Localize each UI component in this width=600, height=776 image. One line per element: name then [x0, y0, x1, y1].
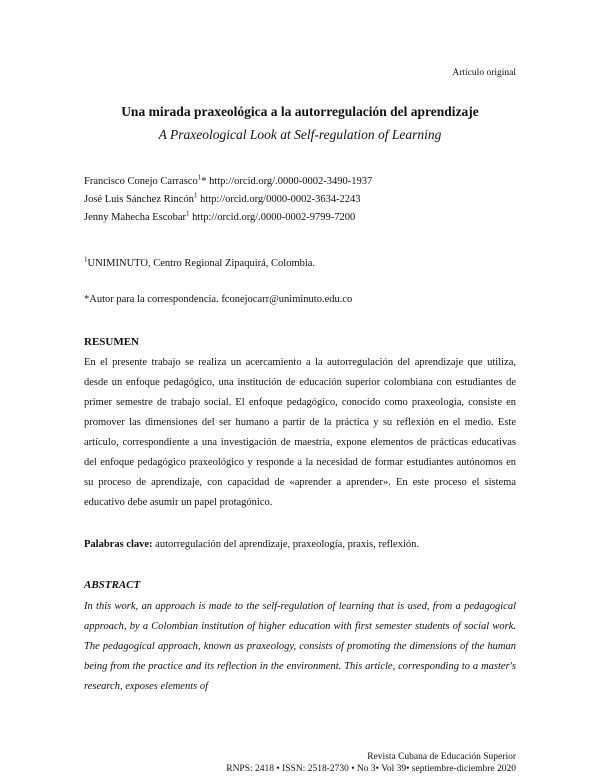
affiliation-text: UNIMINUTO, Centro Regional Zipaquirá, Colombia.: [87, 258, 316, 269]
author-name: Francisco Conejo Carrasco: [84, 176, 198, 187]
resumen-paragraph: En el presente trabajo se realiza un acercamiento a la autorregulación del aprendizaje que utiliza, desde un enfoque pedagógico, una institución de educación superior colombiana con estudiantes de primer semestre de trabajo social. El enfoque pedagógico, conocido como praxeología, consiste en promover las dimensiones del ser humano a partir de la práctica y su reflexión en el medio. Este artículo, correspondiente a una investigación de maestría, expone elementos de prácticas educativas del enfoque pedagógico praxeológico y responde a la necesidad de formar estudiantes autónomos en su proceso de aprendizaje, con capacidad de «aprender a aprender». En este proceso el sistema educativo debe asumir un papel protagónico.: [84, 357, 516, 508]
author-line: [84, 191, 361, 205]
footer-issue: RNPS: 2418 • ISSN: 2518-2730 • No 3• Vol 39• septiembre-diciembre 2020: [226, 764, 516, 774]
title-english: A Praxeological Look at Self-regulation of Learning: [158, 127, 442, 142]
affiliation-mark: 1: [84, 255, 88, 264]
affiliation: [84, 255, 316, 269]
author-orcid[interactable]: http://orcid.org/.0000-0002-9799-7200: [189, 212, 356, 223]
affiliation-mark: 1: [197, 173, 202, 182]
article-type-label: Artículo original: [452, 68, 516, 78]
keywords-label: Palabras clave:: [84, 539, 153, 550]
correspondence-note: *Autor para la correspondencia. fconejocarr@uniminuto.edu.co: [84, 294, 353, 305]
title-spanish: Una mirada praxeológica a la autorregulación del aprendizaje: [121, 104, 479, 119]
author-name: Jenny Mahecha Escobar: [84, 212, 187, 223]
author-name: José Luis Sánchez Rincón: [84, 194, 194, 205]
keywords: [84, 539, 419, 550]
author-line: [84, 173, 373, 187]
abstract-paragraph: In this work, an approach is made to the self-regulation of learning that is used, from a pedagogical approach, by a Colombian institution of higher education with first semester students of social work. The pedagogical approach, known as praxeology, consists of promoting the dimensions of the human being from the practice and its reflection in the environment. This article, corresponding to a master's research, exposes elements of: [84, 601, 516, 692]
affiliation-mark: 1: [186, 209, 190, 218]
author-orcid[interactable]: http://orcid.org/0000-0002-3634-2243: [197, 194, 361, 205]
author-line: [84, 209, 356, 223]
author-orcid[interactable]: * http://orcid.org/.0000-0002-3490-1937: [201, 176, 373, 187]
footer-journal: Revista Cubana de Educación Superior: [367, 752, 516, 762]
affiliation-mark: 1: [193, 191, 198, 200]
resumen-heading: RESUMEN: [84, 336, 140, 348]
abstract-heading: ABSTRACT: [84, 579, 141, 591]
keywords-list: autorregulación del aprendizaje, praxeología, praxis, reflexión.: [152, 539, 419, 550]
